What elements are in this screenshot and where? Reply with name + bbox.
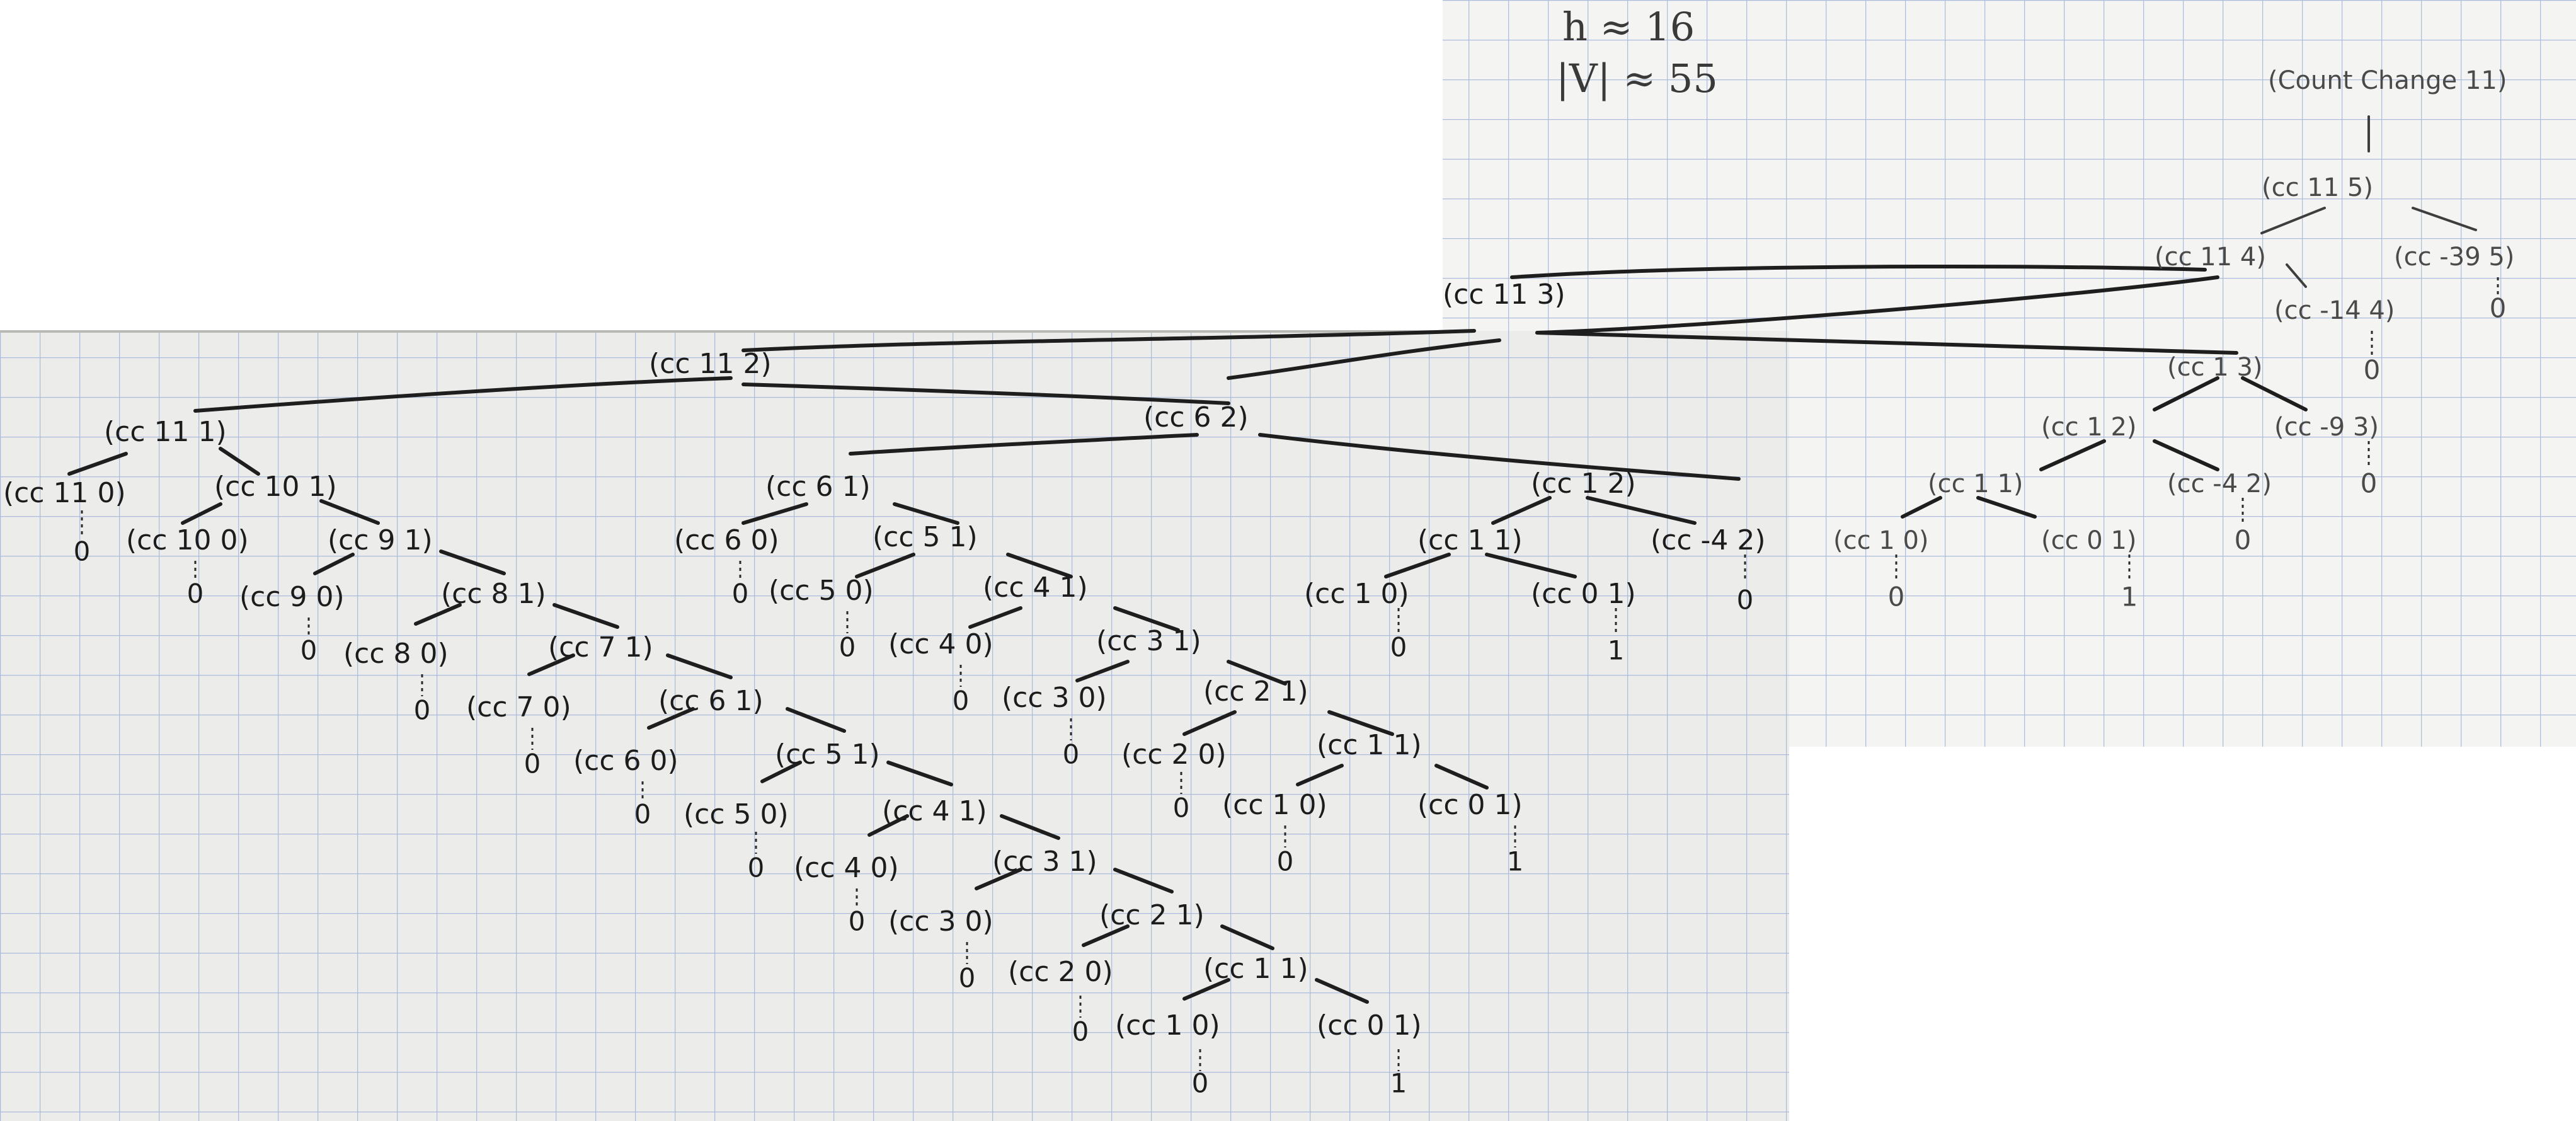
tree-node: (cc 0 1) (1317, 1009, 1422, 1042)
tree-node: (cc 8 1) (441, 578, 546, 610)
tree-node: (cc 1 0) (1115, 1009, 1220, 1042)
tree-node: (cc -4 2) (1651, 524, 1766, 556)
leaf-value: 0 (1276, 846, 1294, 877)
leaf-value: 0 (73, 536, 91, 567)
tree-node: (cc 10 1) (214, 471, 337, 503)
tree-node: (cc 1 3) (2167, 353, 2263, 382)
tree-node: (cc 4 0) (888, 628, 993, 660)
leaf-value: 0 (2360, 468, 2378, 499)
tree-node: (cc 7 0) (466, 691, 571, 723)
tree-node: (cc 5 0) (684, 798, 789, 831)
tree-node: (cc 9 1) (328, 524, 433, 556)
height-note: h ≈ 16 (1562, 4, 1695, 50)
tree-node: (cc 4 1) (882, 795, 987, 827)
tree-node: (cc 1 1) (1317, 729, 1422, 761)
tree-node: (cc 4 0) (794, 852, 899, 884)
leaf-value: 0 (524, 748, 541, 779)
tree-node: (cc 11 1) (104, 416, 227, 448)
tree-node: (cc -39 5) (2394, 243, 2515, 272)
tree-node: (cc 2 0) (1121, 739, 1227, 771)
leaf-value: 1 (1390, 1067, 1407, 1099)
tree-node: (cc 1 0) (1304, 578, 1409, 610)
tree-node: (cc 0 1) (1531, 578, 1636, 610)
tree-node: (cc 9 0) (239, 581, 345, 613)
tree-node: (cc 3 0) (1002, 682, 1107, 714)
leaf-value: 0 (2489, 292, 2507, 324)
tree-node: (cc 1 2) (1531, 468, 1636, 500)
tree-node: (cc 1 0) (1833, 526, 1929, 555)
leaf-value: 0 (839, 631, 856, 663)
leaf-value: 0 (300, 635, 318, 666)
tree-node: (cc 11 0) (3, 477, 126, 509)
leaf-value: 0 (952, 685, 970, 716)
tree-node: (cc 6 1) (658, 685, 764, 717)
leaf-value: 0 (848, 905, 866, 937)
tree-node: (cc 10 0) (126, 524, 249, 556)
tree-node: (cc 0 1) (1417, 789, 1523, 821)
leaf-value: 0 (2363, 354, 2381, 386)
tree-node: (cc 11 5) (2262, 173, 2373, 202)
leaf-value: 0 (1172, 792, 1190, 824)
tree-node: (cc 11 4) (2155, 243, 2266, 272)
leaf-value: 0 (1887, 581, 1905, 612)
tree-node: (cc 2 0) (1008, 956, 1113, 988)
tree-node: (cc 1 0) (1222, 789, 1327, 821)
tree-node: (cc 6 0) (674, 524, 779, 556)
tree-node: (cc 1 1) (1203, 953, 1308, 985)
tree-node: (cc 3 0) (888, 905, 993, 938)
leaf-value: 0 (731, 578, 749, 609)
tree-node: (cc -9 3) (2274, 413, 2379, 442)
leaf-value: 1 (1506, 846, 1524, 877)
tree-node: (cc 3 1) (1096, 625, 1201, 657)
tree-node: (cc 0 1) (2041, 526, 2137, 555)
tree-node: (cc 2 1) (1203, 675, 1308, 708)
tree-node: (cc 2 1) (1099, 899, 1205, 931)
root-node: (Count Change 11) (2268, 66, 2507, 95)
tree-node: (cc 7 1) (548, 631, 653, 664)
leaf-value: 0 (1390, 631, 1407, 663)
tree-node: (cc 11 2) (649, 348, 772, 380)
tree-node: (cc 3 1) (992, 846, 1097, 878)
node-count-note: |V| ≈ 55 (1556, 55, 1718, 102)
tree-node: (cc 8 0) (343, 638, 449, 670)
leaf-value: 0 (1191, 1067, 1209, 1099)
tree-node: (cc 11 3) (1443, 279, 1566, 311)
tree-node: (cc 5 0) (769, 575, 874, 607)
leaf-value: 0 (634, 798, 651, 830)
leaf-value: 0 (413, 694, 431, 726)
tree-node: (cc 5 1) (873, 521, 978, 553)
tree-node: (cc -14 4) (2274, 296, 2395, 325)
tree-node: (cc 6 0) (573, 745, 678, 777)
leaf-value: 0 (186, 578, 204, 609)
leaf-value: 0 (747, 852, 765, 883)
tree-node: (cc 5 1) (775, 739, 880, 771)
tree-node: (cc 6 1) (765, 471, 871, 503)
leaf-value: 0 (1736, 584, 1754, 616)
leaf-value: 0 (2234, 524, 2252, 556)
leaf-value: 0 (1072, 1016, 1089, 1047)
tree-node: (cc -4 2) (2167, 469, 2272, 498)
tree-node: (cc 1 1) (1928, 469, 2024, 498)
leaf-value: 1 (2121, 581, 2138, 612)
leaf-value: 0 (1062, 739, 1080, 770)
tree-node: (cc 4 1) (983, 572, 1088, 604)
tree-node: (cc 1 1) (1417, 524, 1523, 556)
tree-node: (cc 1 2) (2041, 413, 2137, 442)
tree-node: (cc 6 2) (1143, 401, 1249, 434)
leaf-value: 1 (1607, 635, 1625, 666)
leaf-value: 0 (958, 962, 976, 994)
